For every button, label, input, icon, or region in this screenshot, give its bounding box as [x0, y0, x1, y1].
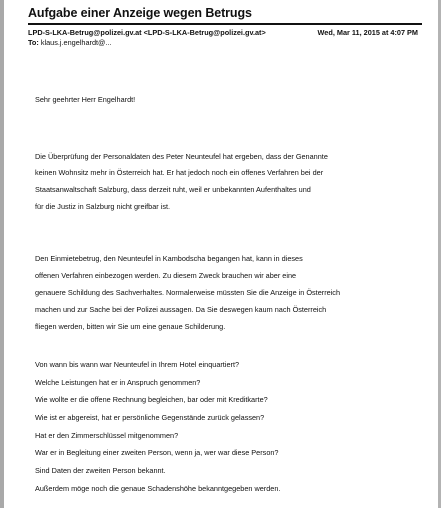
email-sender: LPD-S-LKA-Betrug@polizei.gv.at <LPD-S-LKA-Betrug@polizei.gv.at> — [28, 28, 266, 37]
email-printout — [4, 0, 438, 508]
paragraph-1-line: für die Justiz in Salzburg nicht greifbar ist. — [35, 202, 171, 211]
question-line: Wie wollte er die offene Rechnung begleichen, bar oder mit Kreditkarte? — [35, 395, 268, 404]
question-line: Von wann bis wann war Neunteufel in Ihrem Hotel einquartiert? — [35, 360, 240, 369]
email-recipient: klaus.j.engelhardt@... — [40, 38, 112, 47]
question-line: War er in Begleitung einer zweiten Person, wenn ja, wer war diese Person? — [35, 448, 279, 457]
paragraph-2-line: genauere Schildung des Sachverhaltes. Normalerweise müssten Sie die Anzeige in Österreich — [35, 288, 341, 297]
email-date: Wed, Mar 11, 2015 at 4:07 PM — [317, 28, 418, 37]
question-line: Außerdem möge noch die genaue Schadenshöhe bekanntgegeben werden. — [35, 484, 281, 493]
paragraph-1-line: Die Überprüfung der Personaldaten des Peter Neunteufel hat ergeben, dass der Genannte — [35, 152, 328, 161]
email-subject: Aufgabe einer Anzeige wegen Betrugs — [28, 6, 252, 20]
paragraph-2-line: fliegen werden, bitten wir Sie um eine genaue Schilderung. — [35, 322, 226, 331]
recipient-label: To: — [28, 38, 39, 47]
salutation: Sehr geehrter Herr Engelhardt! — [35, 95, 136, 104]
paragraph-1-line: keinen Wohnsitz mehr in Österreich hat. Er hat jedoch noch ein offenes Verfahren bei der — [35, 168, 324, 177]
email-recipient-line — [28, 38, 112, 47]
paragraph-1-line: Staatsanwaltschaft Salzburg, dass derzeit ruht, weil er unbekannten Aufenthaltes und — [35, 185, 311, 194]
question-line: Hat er den Zimmerschlüssel mitgenommen? — [35, 431, 179, 440]
paragraph-2-line: Den Einmietebetrug, den Neunteufel in Kambodscha begangen hat, kann in dieses — [35, 254, 303, 263]
paragraph-2-line: offenen Verfahren einbezogen werden. Zu diesem Zweck brauchen wir aber eine — [35, 271, 297, 280]
question-line: Welche Leistungen hat er in Anspruch genommen? — [35, 378, 201, 387]
question-line: Sind Daten der zweiten Person bekannt. — [35, 466, 166, 475]
header-divider — [28, 23, 422, 25]
question-line: Wie ist er abgereist, hat er persönliche Gegenstände zurück gelassen? — [35, 413, 265, 422]
paragraph-2-line: machen und zur Sache bei der Polizei aussagen. Da Sie deswegen kaum nach Österreich — [35, 305, 327, 314]
